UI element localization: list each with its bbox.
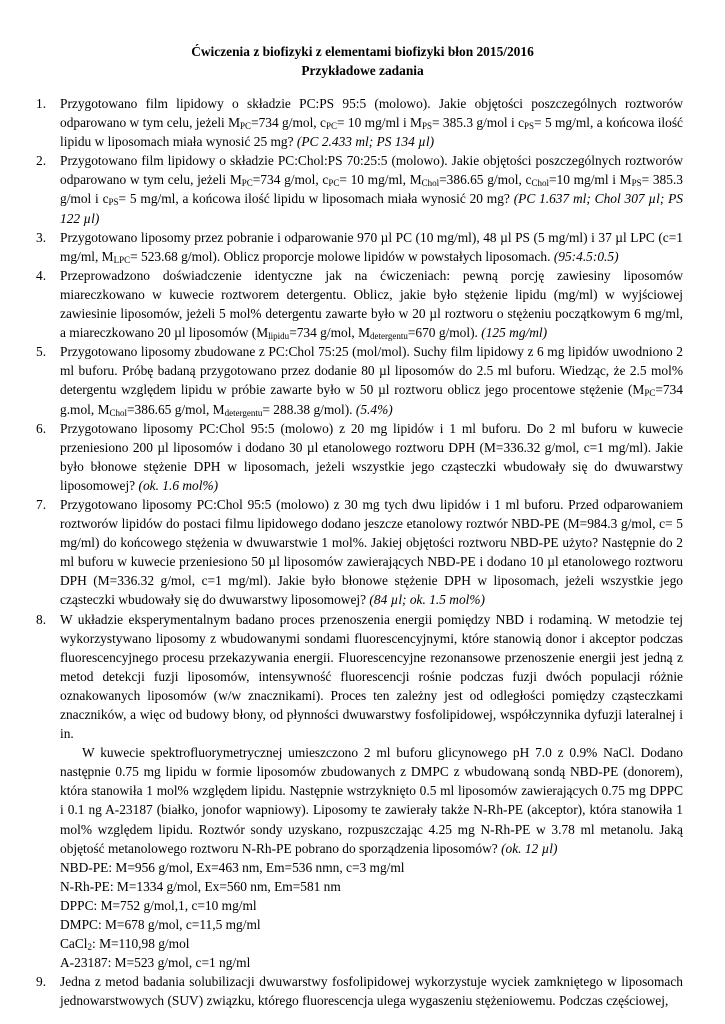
subscript: detergentu	[224, 407, 263, 418]
document-subtitle: Przykładowe zadania	[301, 63, 424, 78]
subscript: detergentu	[370, 331, 408, 342]
task-5	[36, 342, 683, 418]
task-text: Przygotowano liposomy zbudowane z PC:Chol 75:25 (mol/mol). Suchy film lipidowy z 6 mg lipidów uwodniono 2 ml buforu. Próbę badaną przygotowano przez dodanie 80 µl liposomów do 2.5 ml buforu. Wiedząc, że 2.5 mol% detergentu względem lipidu w próbie zawarte było w 50 µl roztworu oblicz jego procentowe stężenie (M	[60, 344, 683, 398]
subscript: PC	[241, 178, 253, 189]
task-text: Jedna z metod badania solubilizacji dwuwarstwy fosfolipidowej wykorzystuje wyciek zamkniętego w liposomach jednowarstwowych (SUV) związku, którego fluorescencja ulega wygaszeniu stężeniowemu. Podczas częściowej,	[60, 974, 683, 1009]
task-2	[36, 151, 683, 227]
subscript: PC	[240, 121, 252, 132]
task-paragraph: W układzie eksperymentalnym badano proces przenoszenia energii pomiędzy NBD i rodaminą. W metodzie tej wykorzystywano liposomy z wbudowanymi sondami fluorescencyjnymi, które stanowią donor i akceptor podczas fluorescencyjnego procesu przekazywania energii. Fluorescencyjne rezonansowe przenoszenie energii jest jedną z metod detekcji fuzji liposomów, intensywność fluorescencji rośnie podczas fuzji dwóch populacji różnie oznakowanych liposomów (w/w znacznikami). Proces ten zależny jest od odległości pomiędzy cząsteczkami znaczników, a więc od budowy błony, od płynności dwuwarstwy fosfolipidowej, współczynnika dyfuzji lateralnej i in.	[60, 611, 683, 742]
task-list	[36, 94, 683, 1011]
task-text: W kuwecie spektrofluorymetrycznej umieszczono 2 ml buforu glicynowego pH 7.0 z 0.9% NaCl. Dodano następnie 0.75 mg lipidu w formie liposomów zbudowanych z DMPC z wbudowaną sondą NBD-PE (donorem), która stanowiła 1 mol% względem lipidu. Następnie wstrzyknięto 0.5 ml liposomów zawierających 0.75 mg DPPC i 0.1 ng A-23187 (białko, jonofor wapniowy). Liposomy te zawierały także N-Rh-PE (akceptor), która stanowiła 1 mol% względem lipidu. Roztwór sondy uzyskano, rozpuszczając 4.25 mg N-Rh-PE w 3.78 ml metanolu. Jaką objętość metanolowego roztworu N-Rh-PE pobrano do sporządzenia liposomów?	[60, 745, 683, 856]
task-text: =386.65 g/mol, M	[127, 401, 225, 417]
task-answer: (95:4.5:0.5)	[553, 248, 619, 264]
task-text: Przygotowano liposomy PC:Chol 95:5 (molowo) z 30 mg tych dwu lipidów i 1 ml buforu. Przed odparowaniem roztworów lipidów do postaci filmu lipidowego dodano jeszcze etanolowy roztwór NBD-PE (M=984.3 g/mol, c= 5 mg/ml) do końcowego stężenia w dwuwarstwie 1 mol%. Jakiej objętości roztworu NBD-PE użyto? Następnie do 2 ml buforu w kuwecie przeniesiono 50 µl liposomów zawierających NBD-PE i dodano 10 µl etanolowego roztworu DPH (M=336.32 g/mol, c=1 mg/ml). Jakie było błonowe stężenie DPH w liposomach, jeżeli wszystkie jego cząsteczki wbudowały się do dwuwarstwy liposomowej?	[60, 496, 683, 608]
task-answer: (84 µl; ok. 1.5 mol%)	[369, 592, 485, 608]
data-line: DMPC: M=678 g/mol, c=11,5 mg/ml	[60, 917, 261, 933]
task-answer: (5.4%)	[355, 401, 393, 417]
task-answer: (125 mg/ml)	[481, 325, 548, 341]
task-text: =386.65 g/mol, c	[439, 172, 532, 188]
task-number: 2.	[36, 153, 47, 169]
document-title: Ćwiczenia z biofizyki z elementami biofizyki błon 2015/2016	[191, 44, 534, 59]
task-answer: (PC 2.433 ml; PS 134 µl)	[296, 134, 435, 150]
task-text: Przygotowano liposomy przez pobranie i odparowanie 970 µl PC (10 mg/ml), 48 µl PS (5 mg/ml) i 37 µl LPC (c=1 mg/ml, M	[60, 229, 683, 264]
task-text: = 385.3 g/mol i c	[431, 115, 525, 131]
task-text: Przeprowadzono doświadczenie identyczne jak na ćwiczeniach: pewną porcję zawiesiny liposomów miareczkowano w kuwecie roztworem detergentu. Oblicz, jakie było stężenie lipidu (mg/ml) w wyjściowej zawiesinie liposomów, jeżeli 5 mol% detergentu zawarte było w 20 µl roztworu o stężeniu początkowym 6 mg/ml, a miareczkowano 20 µl liposomów (M	[60, 267, 683, 341]
subscript: PC	[644, 388, 656, 399]
task-answer: (ok. 1.6 mol%)	[138, 477, 219, 493]
subscript: Chol	[531, 178, 549, 189]
task-7	[36, 495, 683, 610]
subscript: PC	[325, 121, 337, 132]
task-number: 9.	[36, 974, 47, 990]
task-text: = 10 mg/ml i M	[336, 115, 422, 131]
task-text: = 385.3 g/mol i c	[60, 172, 683, 207]
task-text: =734 g/mol, c	[252, 172, 329, 188]
subscript: PC	[328, 178, 340, 189]
subscript: Chol	[109, 407, 127, 418]
data-line: DPPC: M=752 g/mol,1, c=10 mg/ml	[60, 897, 257, 913]
task-answer: (PC 1.637 ml; Chol 307 µl; PS 122 µl)	[60, 191, 683, 226]
formula-text: : M=110,98 g/mol	[92, 936, 190, 952]
task-number: 1.	[36, 96, 47, 111]
task-9	[36, 972, 683, 1010]
formula-text: CaCl	[60, 936, 88, 952]
task-8	[36, 610, 683, 973]
data-line	[60, 934, 683, 953]
task-text: = 10 mg/ml, M	[339, 172, 422, 188]
data-line: N-Rh-PE: M=1334 g/mol, Ex=560 nm, Em=581 nm	[60, 878, 341, 894]
task-6	[36, 419, 683, 495]
task-number: 6.	[36, 420, 47, 436]
subscript: 2	[87, 942, 93, 953]
subscript: lipidu	[268, 331, 290, 342]
task-text: Przygotowano film lipidowy o składzie PC:Chol:PS 70:25:5 (molowo). Jakie objętości poszczególnych roztworów odparowano w tym celu, jeżeli M	[60, 153, 683, 188]
task-text: = 5 mg/ml, a końcowa ilość lipidu w liposomach miała wynosić 25 mg?	[60, 115, 683, 150]
task-number: 7.	[36, 496, 47, 512]
task-answer: (ok. 12 µl)	[501, 840, 558, 856]
task-number: 5.	[36, 344, 47, 360]
task-1	[36, 94, 683, 151]
task-number: 4.	[36, 267, 47, 283]
task-text: Przygotowano film lipidowy o składzie PC:PS 95:5 (molowo). Jakie objętości poszczególnych roztworów odparowano w tym celu, jeżeli M	[60, 96, 683, 131]
subscript: PS	[108, 197, 119, 208]
subscript: PS	[421, 121, 432, 132]
task-text: =734 g/mol, M	[289, 325, 371, 341]
task-text: =734 g.mol, M	[60, 382, 683, 417]
task-text: = 288.38 g/mol).	[262, 401, 353, 417]
task-number: 8.	[36, 611, 47, 627]
task-number: 3.	[36, 229, 47, 245]
data-line: NBD-PE: M=956 g/mol, Ex=463 nm, Em=536 nmn, c=3 mg/ml	[60, 859, 405, 875]
subscript: Chol	[421, 178, 440, 189]
task-text: = 523.68 g/mol). Oblicz proporcje molowe lipidów w powstałych liposomach.	[130, 248, 551, 264]
task-3	[36, 228, 683, 266]
task-text: = 5 mg/ml, a końcowa ilość lipidu w liposomach miała wynosić 20 mg?	[118, 191, 510, 207]
task-text: =670 g/mol).	[407, 325, 478, 341]
task-paragraph	[60, 743, 683, 858]
task-text: Przygotowano liposomy PC:Chol 95:5 (molowo) z 20 mg lipidów i 1 ml buforu. Do 2 ml buforu w kuwecie przeniesiono 200 µl liposomów i dodano 30 µl etanolowego roztworu DPH (M=336.32 g/mol, c=1 mg/ml). Jakie było błonowe stężenie DPH w liposomach, jeżeli wszystkie jego cząsteczki wbudowały się do dwuwarstwy liposomowej?	[60, 420, 683, 493]
subscript: PS	[631, 178, 642, 189]
task-text: =734 g/mol, c	[251, 115, 326, 131]
subscript: LPC	[113, 254, 131, 265]
task-text: =10 mg/ml i M	[548, 172, 632, 188]
subscript: PS	[524, 121, 535, 132]
task-4	[36, 266, 683, 342]
data-line: A-23187: M=523 g/mol, c=1 ng/ml	[60, 955, 251, 971]
